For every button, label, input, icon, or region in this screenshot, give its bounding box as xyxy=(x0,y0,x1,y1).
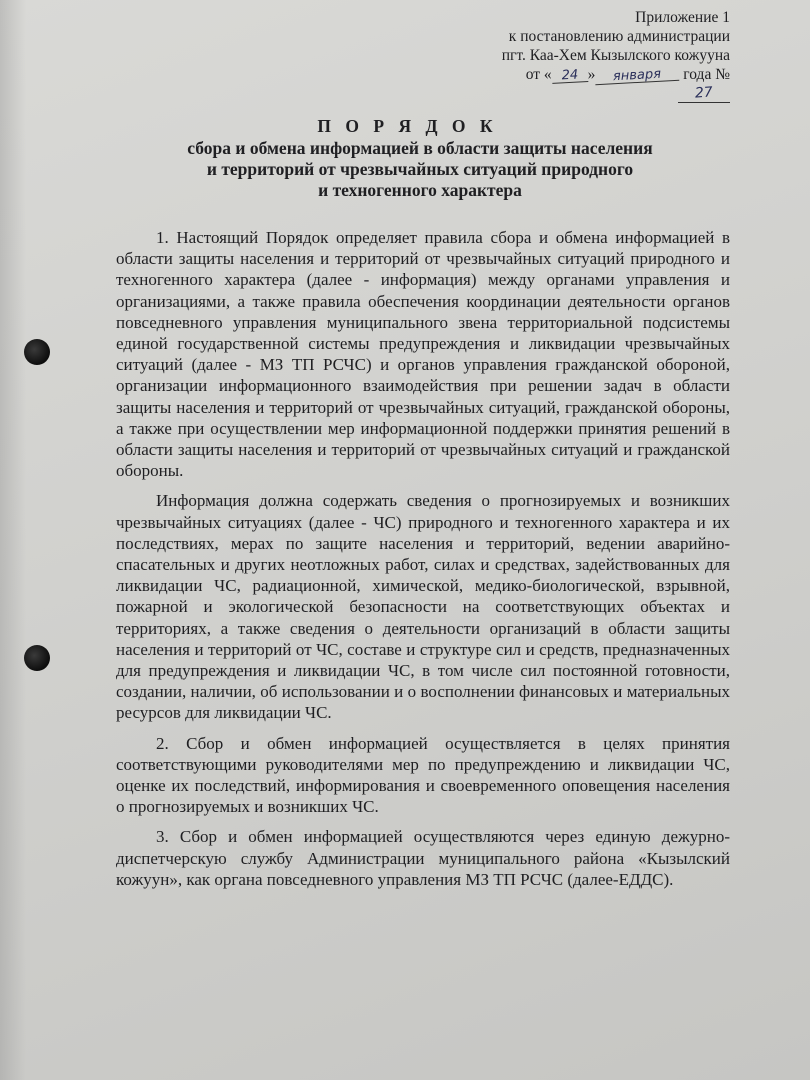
handwritten-day: 24 xyxy=(551,68,588,84)
page-edge-shadow xyxy=(0,0,26,1080)
subtitle-line: и техногенного характера xyxy=(318,180,522,200)
paragraph-1: 1. Настоящий Порядок определяет правила сбора и обмена информацией в области защиты населения и территорий от чрезвычайных ситуаций природного и техногенного характера (далее - информация) между органами управления и организациями, а также правила обеспечения координации деятельности органов повседневного управления муниципального звена территориальной подсистемы единой государственной системы предупреждения и ликвидации чрезвычайных ситуаций (далее - МЗ ТП РСЧС) и органов управления гражданской обороной, организации информационного взаимодействия при решении задач в области защиты населения и территорий от чрезвычайных ситуаций, гражданской обороны, а также при осуществлении мер информационной поддержки принятия решений в области защиты населения и территорий от чрезвычайных ситуаций и гражданской обороны. xyxy=(116,228,730,481)
appendix-line3: пгт. Каа-Хем Кызылского кожууна xyxy=(501,47,730,64)
appendix-header xyxy=(400,8,730,84)
date-suffix: года № xyxy=(679,66,730,83)
punch-hole-bottom xyxy=(24,645,50,671)
subtitle-line: сбора и обмена информацией в области защиты населения xyxy=(187,138,653,158)
document-body xyxy=(116,227,730,899)
document-title: П О Р Я Д О К xyxy=(317,116,498,136)
punch-hole-top xyxy=(24,339,50,365)
subtitle-line: и территорий от чрезвычайных ситуаций природного xyxy=(206,159,634,179)
paragraph-2: Информация должна содержать сведения о прогнозируемых и возникших чрезвычайных ситуациях (далее - ЧС) природного и техногенного характера и их последствиях, мерах по защите населения и территорий, ведении аварийно-спасательных и других неотложных работ, силах и средствах, задействованных для ликвидации ЧС, радиационной, химической, медико-биологической, взрывной, пожарной и экологической безопасности на соответствующих объектах и территориях, а также сведения о деятельности организаций в области защиты населения и территорий от ЧС, составе и структуре сил и средств, предназначенных для предупреждения и ликвидации ЧС, в том числе сил постоянной готовности, создании, наличии, об использовании и о восполнении финансовых и материальных ресурсов для ликвидации ЧС. xyxy=(116,491,730,723)
date-prefix: от « xyxy=(525,66,552,83)
paragraph-3: 2. Сбор и обмен информацией осуществляется в целях принятия соответствующими руководителями мер по предупреждению и ликвидации ЧС, оценке их последствий, информирования и своевременного оповещения населения о прогнозируемых и возникших ЧС. xyxy=(116,733,730,817)
handwritten-month: января xyxy=(595,67,680,85)
appendix-line1: Приложение 1 xyxy=(635,9,730,26)
document-subtitle xyxy=(100,138,740,201)
paragraph-4: 3. Сбор и обмен информацией осуществляются через единую дежурно-диспетчерскую службу Администрации муниципального района «Кызылский кожуун», как органа повседневного управления МЗ ТП РСЧС (далее-ЕДДС). xyxy=(116,827,730,889)
date-mid: » xyxy=(587,66,596,83)
appendix-date-line xyxy=(400,65,730,84)
handwritten-number: 27 xyxy=(694,84,714,102)
appendix-line2: к постановлению администрации xyxy=(508,28,730,45)
handwritten-number-field xyxy=(678,84,730,103)
